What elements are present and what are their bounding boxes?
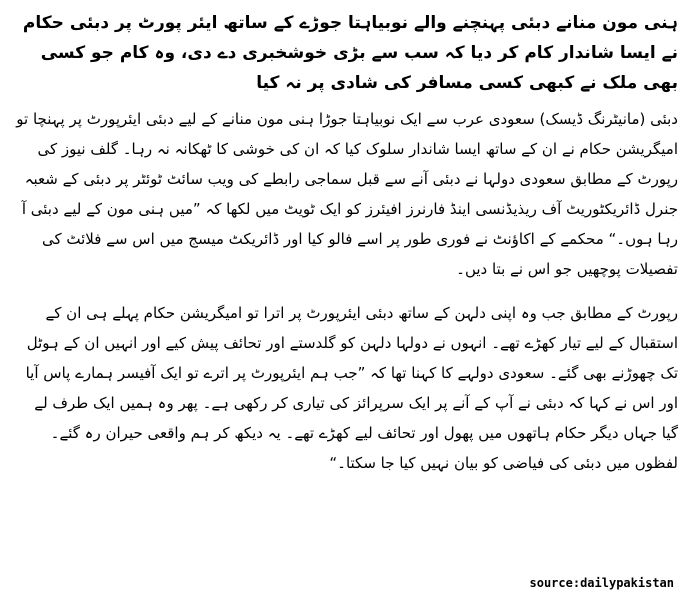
article-paragraph-1: دبئی (مانیٹرنگ ڈیسک) سعودی عرب سے ایک نوبیاہتا جوڑا ہنی مون منانے کے لیے دبئی ایئرپورٹ پر پہنچا تو امیگریشن حکام نے ان کے ساتھ ایسا شاندار سلوک کیا کہ ان کی خوشی کا ٹھکانہ نہ رہا۔ گلف نیوز کی رپورٹ کے مطابق سعودی دولہا نے دبئی آنے سے قبل سماجی رابطے کی ویب سائٹ ٹوئٹر پر دبئی کے شعبہ جنرل ڈائریکٹوریٹ آف ریذیڈنسی اینڈ فارنرز افیئرز کو ایک ٹویٹ میں لکھا کہ ”میں ہنی مون کے لیے دبئی آ رہا ہوں۔“ محکمے کے اکاﺅنٹ نے فوری طور پر اسے فالو کیا اور ڈائریکٹ میسج میں اس سے فلائٹ کی تفصیلات پوچھیں جو اس نے بتا دیں۔	[16, 110, 678, 278]
news-article	[14, 8, 678, 492]
source-credit: source:dailypakistan	[529, 576, 674, 590]
article-headline: ہنی مون منانے دبئی پہنچنے والے نوبیاہتا جوڑے کے ساتھ ایئر پورٹ پر دبئی حکام نے ایسا شاندار کام کر دیا کہ سب سے بڑی خوشخبری دے دی، وہ کام جو کسی بھی ملک نے کبھی کسی مسافر کی شادی پر نہ کیا	[22, 13, 678, 93]
article-paragraph-2: رپورٹ کے مطابق جب وہ اپنی دلہن کے ساتھ دبئی ایئرپورٹ پر اترا تو امیگریشن حکام پہلے ہی ان کے استقبال کے لیے تیار کھڑے تھے۔ انہوں نے دولہا دلہن کو گلدستے اور تحائف پیش کیے اور انہیں ان کے ہوٹل تک چھوڑنے بھی گئے۔ سعودی دولہے کا کہنا تھا کہ ”جب ہم ایئرپورٹ پر اترے تو ایک آفیسر ہمارے پاس آیا اور اس نے کہا کہ دبئی نے آپ کے آنے پر ایک سرپرائز کی تیاری کر رکھی ہے۔ پھر وہ ہمیں ایک طرف لے گیا جہاں دیگر حکام ہاتھوں میں پھول اور تحائف لیے کھڑے تھے۔ یہ دیکھ کر ہم واقعی حیران رہ گئے۔ لفظوں میں دبئی کی فیاضی کو بیان نہیں کیا جا سکتا۔“	[25, 304, 678, 472]
